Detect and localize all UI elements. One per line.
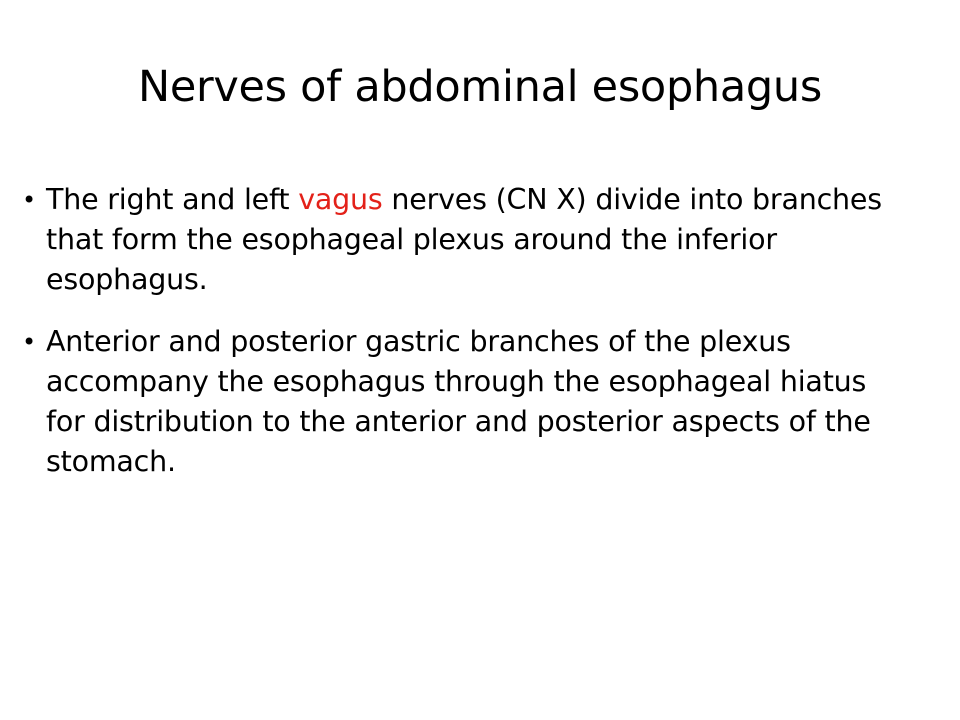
bullet-list	[22, 180, 912, 504]
bullet-text: Anterior and posterior gastric branches of the plexus accompany the esophagus through the esophageal hiatus for distribution to the anterior and posterior aspects of the stomach.	[46, 325, 871, 478]
slide-title: Nerves of abdominal esophagus	[137, 62, 822, 112]
bullet-icon: •	[22, 186, 36, 214]
highlighted-term: vagus	[298, 183, 383, 216]
list-item	[22, 322, 912, 482]
bullet-text-end: nerves (CN X) divide into branches that form the esophageal plexus around the inferior esophagus.	[46, 183, 882, 296]
bullet-icon: •	[22, 328, 36, 356]
bullet-text-start: The right and left	[46, 183, 299, 216]
list-item	[22, 180, 912, 300]
